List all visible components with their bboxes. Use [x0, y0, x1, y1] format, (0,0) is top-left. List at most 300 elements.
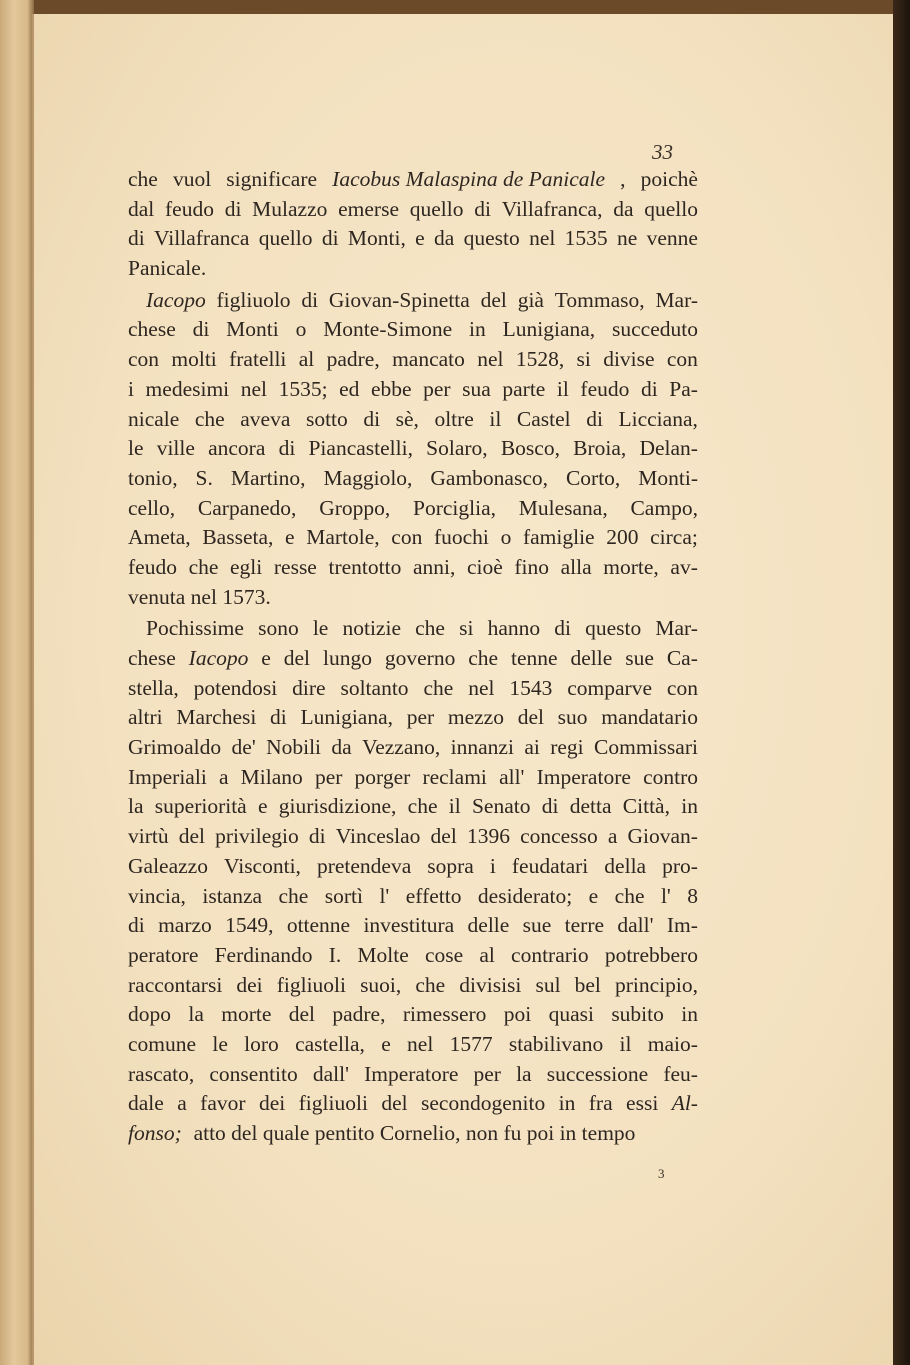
word: con [666, 347, 698, 372]
italic-word: fonso; [128, 1121, 182, 1145]
word: Pochissime [146, 616, 244, 641]
word: fino [514, 554, 550, 579]
word: l' [379, 883, 390, 908]
word: in [558, 1091, 576, 1116]
word: egli [230, 554, 263, 579]
word: sue [522, 913, 552, 938]
word: Imperatore [364, 1061, 459, 1086]
word: pro- [662, 853, 698, 878]
text-line [128, 315, 698, 345]
word: chese [128, 646, 176, 670]
word: del [381, 1091, 408, 1116]
word: 1577 [449, 1031, 493, 1056]
word: che [468, 646, 499, 670]
word: per [406, 705, 435, 730]
word: con [666, 675, 698, 700]
word: della [604, 853, 647, 878]
text-line [128, 494, 698, 524]
word: Castel [516, 406, 571, 431]
word: Carpanedo, [197, 495, 297, 520]
text-line [128, 1089, 698, 1119]
word: oltre [434, 406, 474, 431]
word: figliuolo [216, 287, 291, 312]
word: di [586, 406, 603, 431]
word: figliuoli [276, 972, 346, 997]
text-line [128, 911, 698, 941]
word: soltanto [340, 675, 409, 700]
word: superiorità [154, 794, 247, 819]
word: da [331, 735, 352, 760]
text-line [128, 464, 698, 494]
word: di [128, 226, 145, 251]
word: che [415, 972, 446, 997]
word: Giovan- [627, 824, 698, 849]
word: effetto [405, 883, 462, 908]
text-line [128, 1000, 698, 1030]
word: poichè [640, 167, 698, 191]
word: trentotto [328, 554, 402, 579]
word: Solaro, [426, 436, 488, 461]
word: essi [626, 1091, 659, 1116]
word: ville [156, 436, 195, 461]
word: di [301, 287, 319, 312]
word: I. [328, 942, 342, 967]
word: 1528, [515, 347, 565, 372]
word: 8 [687, 883, 698, 908]
word: , [620, 167, 626, 191]
word: fratelli [229, 347, 287, 372]
text-line [128, 405, 698, 435]
word: 1535; [278, 376, 328, 401]
word: rascato, [128, 1061, 195, 1086]
word: vuol [172, 167, 212, 191]
word: subito [611, 1002, 664, 1027]
word: o [295, 317, 307, 342]
word: dei [236, 972, 263, 997]
text-line [128, 644, 698, 674]
word: Villafranca [154, 226, 250, 251]
word: che [128, 167, 158, 191]
word: regi [550, 735, 584, 760]
word: Corto, [565, 465, 621, 490]
word: feudo [128, 554, 177, 579]
word: e [285, 525, 295, 550]
word: innanzi [450, 735, 514, 760]
word: di [192, 317, 210, 342]
word: Mar- [655, 616, 698, 641]
word: hanno [487, 616, 541, 641]
word: molti [171, 347, 217, 372]
italic-word: Iacobus Malaspina de Panicale [332, 167, 606, 191]
word: le [312, 616, 329, 641]
word: nel [407, 1031, 434, 1056]
word: loro [244, 1031, 279, 1056]
word: successione [546, 1061, 649, 1086]
word: Martino, [230, 465, 306, 490]
word: Ferdinando [214, 942, 313, 967]
word: Basseta, [202, 525, 274, 550]
word: Senato [471, 794, 531, 819]
word: pretendeva [316, 853, 412, 878]
text-line [128, 345, 698, 375]
signature-mark: 3 [658, 1166, 665, 1181]
word: del [480, 287, 507, 312]
word: sua [462, 376, 491, 401]
text-line [128, 1119, 698, 1149]
word: comparve [567, 675, 653, 700]
word: marzo [158, 913, 212, 938]
word: Gambonasco, [430, 465, 548, 490]
word: Campo, [630, 495, 698, 520]
text-line [128, 523, 698, 553]
word: questo [463, 226, 520, 251]
text-line [128, 1060, 698, 1090]
word: l' [660, 883, 671, 908]
word: la [128, 794, 144, 819]
word: o [500, 525, 512, 550]
word: Monti [226, 317, 279, 342]
word: che [415, 616, 445, 641]
word: sue [625, 646, 654, 670]
word: aveva [240, 406, 291, 431]
text-run: venuta nel 1573. [128, 584, 271, 609]
word: il [619, 1031, 632, 1056]
word: dall' [312, 1061, 349, 1086]
word: parte [502, 376, 546, 401]
text-line [128, 941, 698, 971]
word: morte [221, 1002, 272, 1027]
word: castella, [295, 1031, 365, 1056]
word: in [469, 317, 486, 342]
word: di [308, 824, 326, 849]
word: Lunigiana, [502, 317, 596, 342]
word: che [194, 406, 225, 431]
word: da [613, 196, 634, 221]
word: S. [195, 465, 213, 490]
text-line [128, 583, 698, 613]
word: cose [424, 942, 464, 967]
word: Milano [240, 764, 303, 789]
word: i [489, 853, 496, 878]
word: Galeazzo [128, 853, 208, 878]
text-line [128, 971, 698, 1001]
word: sono [258, 616, 299, 641]
word: succeduto [612, 317, 698, 342]
text-line [128, 614, 698, 644]
word: divise [603, 347, 655, 372]
word: Pa- [669, 376, 698, 401]
word: si [459, 616, 474, 641]
text-line [128, 224, 698, 254]
word: circa; [650, 525, 698, 550]
word: 1396 [466, 824, 510, 849]
word: Martole, [306, 525, 380, 550]
word: del [517, 705, 544, 730]
word: di [224, 196, 242, 221]
word: in [681, 1002, 698, 1027]
word: desiderato; [477, 883, 573, 908]
word: av- [670, 554, 698, 579]
word: e [381, 1031, 391, 1056]
word: feudo [580, 376, 630, 401]
word: fuochi [433, 525, 489, 550]
text-run: Panicale. [128, 256, 207, 281]
word: ebbe [370, 376, 412, 401]
word: mancato [392, 347, 465, 372]
word: 1535 [564, 226, 608, 251]
text-line [128, 286, 698, 316]
word: a [607, 824, 618, 849]
text-line [128, 674, 698, 704]
word: di [541, 794, 559, 819]
word: dal [128, 196, 155, 221]
word: di [278, 436, 296, 461]
word: de' [231, 735, 256, 760]
italic-word: Iacopo [146, 287, 206, 312]
word: già [517, 287, 544, 312]
word: a [177, 1091, 187, 1116]
word: giurisdizione, [278, 794, 397, 819]
word: feu- [663, 1061, 698, 1086]
word: Bosco, [500, 436, 560, 461]
text-run: atto del quale pentito Cornelio, non fu poi in tempo [188, 1121, 636, 1145]
word: quello [258, 226, 313, 251]
word: Maggiolo, [323, 465, 413, 490]
word: medesimi [145, 376, 230, 401]
word: quello [644, 196, 698, 221]
word: concesso [520, 824, 598, 849]
word: in [681, 794, 698, 819]
word: anni, [412, 554, 456, 579]
word: nel [240, 376, 267, 401]
word: dall' [617, 913, 654, 938]
word: divisisi [459, 972, 522, 997]
word: del [430, 824, 457, 849]
text-line [128, 375, 698, 405]
word: tenne [511, 646, 558, 670]
word: quasi [548, 1002, 594, 1027]
word: sul [535, 972, 561, 997]
word: il [448, 794, 461, 819]
word: chese [128, 317, 176, 342]
word: di [474, 196, 491, 221]
word: ed [339, 376, 360, 401]
word: istanza [202, 883, 263, 908]
word: Groppo, [319, 495, 391, 520]
word: Tommaso, [554, 287, 645, 312]
word: vincia, [128, 883, 186, 908]
word: Monte-Simone [323, 317, 453, 342]
word: all' [499, 764, 525, 789]
word: per [473, 1061, 501, 1086]
text-line [128, 1030, 698, 1060]
word: Vinceslao [335, 824, 421, 849]
word: dire [292, 675, 326, 700]
word: sotto [305, 406, 348, 431]
word: tonio, [128, 465, 178, 490]
page-right-edge [893, 0, 910, 1365]
word: famiglie [522, 525, 595, 550]
word: Nobili [266, 735, 322, 760]
word: Molte [357, 942, 409, 967]
word: notizie [342, 616, 401, 641]
word: venne [646, 226, 698, 251]
italic-word: Iacopo [188, 646, 249, 670]
word: quello [409, 196, 464, 221]
word: altri [128, 705, 163, 730]
word: ottenne [286, 913, 351, 938]
word: terre [564, 913, 605, 938]
word: feudatari [511, 853, 589, 878]
word: privilegio [215, 824, 299, 849]
text-line [128, 254, 698, 284]
word: mandatario [601, 705, 698, 730]
word: questo [585, 616, 642, 641]
word: e [257, 794, 268, 819]
word: Monti- [638, 465, 698, 490]
word: suoi, [360, 972, 402, 997]
word: e [588, 883, 599, 908]
word: da [434, 226, 455, 251]
word: sopra [427, 853, 474, 878]
word: delle [570, 646, 613, 670]
word: per [314, 764, 343, 789]
word: 200 [606, 525, 639, 550]
word: Piancastelli, [308, 436, 413, 461]
word: nel [529, 226, 556, 251]
word: potrebbero [604, 942, 698, 967]
text-line [128, 763, 698, 793]
word: potendosi [193, 675, 278, 700]
word: stabilivano [508, 1031, 604, 1056]
word: che [278, 883, 309, 908]
text-line [128, 434, 698, 464]
text-line [128, 553, 698, 583]
word: Ameta, [128, 525, 191, 550]
text-line [128, 882, 698, 912]
word: di [640, 376, 658, 401]
word: a [218, 764, 229, 789]
word: ai [524, 735, 540, 760]
word: maio- [647, 1031, 698, 1056]
word: reclami [422, 764, 487, 789]
word: Marchesi [176, 705, 257, 730]
word: principio, [614, 972, 698, 997]
word: il [489, 406, 502, 431]
word: di [128, 913, 145, 938]
word: governo [384, 646, 456, 670]
word: stella, [128, 675, 179, 700]
word: del [283, 646, 311, 670]
word: e [261, 646, 271, 670]
word: padre, [332, 1002, 386, 1027]
text-line [128, 852, 698, 882]
word: Imperatore [536, 764, 631, 789]
word: Città, [622, 794, 670, 819]
word: Mulazzo [252, 196, 328, 221]
page-number: 33 [652, 140, 673, 164]
word: che [188, 554, 219, 579]
word: ancora [208, 436, 266, 461]
word: al [298, 347, 315, 372]
text-line [128, 165, 698, 195]
word: rimessero [402, 1002, 487, 1027]
word: Monti, [347, 226, 406, 251]
word: resse [273, 554, 317, 579]
word: cioè [466, 554, 503, 579]
word: sè, [395, 406, 419, 431]
word: detta [569, 794, 612, 819]
word: morte, [603, 554, 659, 579]
word: suo [557, 705, 588, 730]
previous-page-edge [0, 0, 34, 1365]
word: di [363, 406, 381, 431]
word: che [614, 883, 645, 908]
word: Porciglia, [413, 495, 496, 520]
word: 1543 [509, 675, 553, 700]
word: padre, [326, 347, 380, 372]
word: la [188, 1002, 204, 1027]
word: virtù [128, 824, 169, 849]
word: dopo [128, 1002, 171, 1027]
word: Visconti, [223, 853, 301, 878]
text-line [128, 195, 698, 225]
word: del [288, 1002, 315, 1027]
word: poi [503, 1002, 532, 1027]
word: che [407, 794, 438, 819]
word: dale [128, 1091, 164, 1116]
word: porger [354, 764, 411, 789]
word: i [128, 376, 134, 401]
word: del [178, 824, 206, 849]
word: si [576, 347, 591, 372]
word: bel [574, 972, 601, 997]
word: comune [128, 1031, 197, 1056]
word: delle [467, 913, 510, 938]
word: Mulesana, [518, 495, 608, 520]
word: Grimoaldo [128, 735, 222, 760]
italic-word: Al- [671, 1091, 698, 1116]
text-line [128, 822, 698, 852]
word: e [415, 226, 425, 251]
word: nel [477, 347, 504, 372]
word: figliuoli [298, 1091, 368, 1116]
word: Broia, [573, 436, 627, 461]
word: dei [258, 1091, 286, 1116]
word: Delan- [639, 436, 698, 461]
word: di [321, 226, 339, 251]
word: significare [226, 167, 318, 191]
word: al [479, 942, 495, 967]
word: Ca- [666, 646, 698, 670]
word: il [556, 376, 569, 401]
word: sortì [324, 883, 364, 908]
word: raccontarsi [128, 972, 223, 997]
word: favor [200, 1091, 246, 1116]
word: 1549, [225, 913, 274, 938]
word: peratore [128, 942, 199, 967]
word: nel [468, 675, 495, 700]
word: secondogenito [421, 1091, 546, 1116]
word: Villafranca, [501, 196, 603, 221]
word: Licciana, [618, 406, 698, 431]
text-line [128, 792, 698, 822]
word: ne [616, 226, 638, 251]
word: Lunigiana, [300, 705, 394, 730]
word: Imperiali [128, 764, 207, 789]
word: di [270, 705, 287, 730]
word: di [554, 616, 571, 641]
